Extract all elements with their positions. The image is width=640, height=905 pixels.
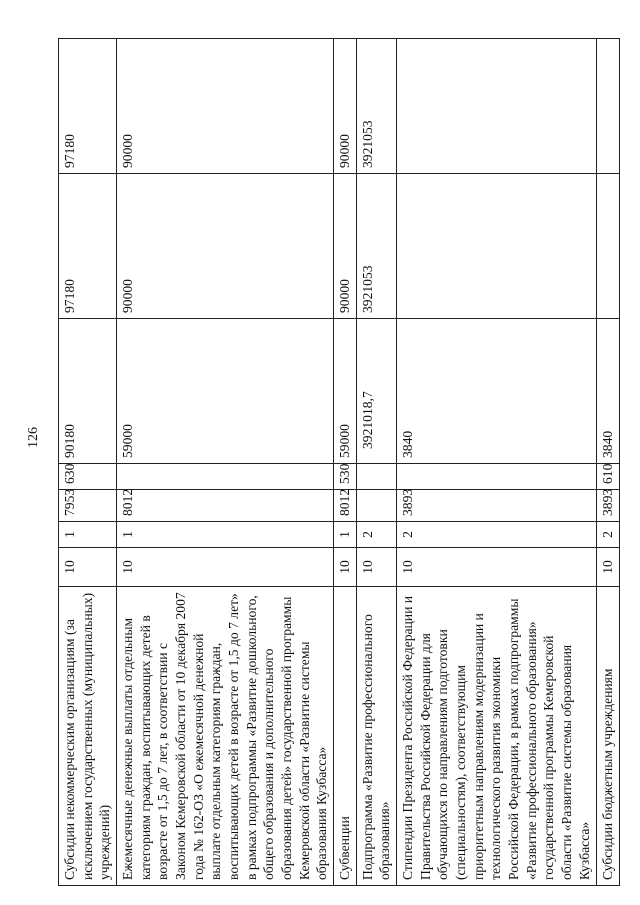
page-number: 126: [26, 427, 41, 448]
value-1-cell: 3840: [397, 319, 597, 464]
razdel-cell: 10: [597, 548, 620, 587]
value-2-cell: 97180: [59, 174, 117, 319]
row-name: Субвенции: [334, 587, 357, 886]
razdel-cell: 10: [334, 548, 357, 587]
target-cell: 8012: [334, 490, 357, 522]
table-row: [356, 39, 396, 886]
value-2-cell: [397, 174, 597, 319]
kind-cell: [397, 464, 597, 490]
target-cell: 3893: [397, 490, 597, 522]
target-cell: [356, 490, 396, 522]
razdel-cell: 10: [117, 548, 334, 587]
kind-cell: [117, 464, 334, 490]
value-3-cell: 90000: [117, 39, 334, 174]
podrazdel-cell: 2: [397, 522, 597, 548]
table-row: [59, 39, 117, 886]
value-1-cell: 59000: [334, 319, 357, 464]
table-row: [397, 39, 597, 886]
row-name: Субсидии бюджетным учреждениям: [597, 587, 620, 886]
row-name: Субсидии некоммерческим организациям (за исключением государственных (муниципальных) учреждений): [59, 587, 117, 886]
value-3-cell: [597, 39, 620, 174]
podrazdel-cell: 1: [334, 522, 357, 548]
value-2-cell: 90000: [117, 174, 334, 319]
row-name: Подпрограмма «Развитие профессионального образования»: [356, 587, 396, 886]
podrazdel-cell: 1: [117, 522, 334, 548]
value-2-cell: [597, 174, 620, 319]
value-3-cell: 97180: [59, 39, 117, 174]
razdel-cell: 10: [59, 548, 117, 587]
row-name: Ежемесячные денежные выплаты отдельным категориям граждан, воспитывающих детей в возрасте от 1,5 до 7 лет, в соответствии с Законом Кемеровской области от 10 декабря 2007 года № 162-ОЗ «О ежемесячной денежной выплате отдельным категориям граждан, воспитывающих детей в возрасте от 1,5 до 7 лет» в рамках подпрограммы «Развитие дошкольного, общего образования и дополнительного образования детей» государственной программы Кемеровской области «Развитие системы образования Кузбасса»: [117, 587, 334, 886]
table-row: [597, 39, 620, 886]
table-row: [117, 39, 334, 886]
target-cell: 3893: [597, 490, 620, 522]
target-cell: 7953: [59, 490, 117, 522]
value-3-cell: 90000: [334, 39, 357, 174]
podrazdel-cell: 1: [59, 522, 117, 548]
budget-table: [58, 38, 620, 886]
row-name: Стипендии Президента Российской Федерации и Правительства Российской Федерации для обучающихся по направлениям подготовки (специальностям), соответствующим приоритетным направлениям модернизации и технологического развития экономики Российской Федерации, в рамках подпрограммы «Развитие профессионального образования» государственной программы Кемеровской области «Развитие системы образования Кузбасса»: [397, 587, 597, 886]
kind-cell: 610: [597, 464, 620, 490]
value-1-cell: 3921018,7: [356, 319, 396, 464]
value-1-cell: 90180: [59, 319, 117, 464]
value-2-cell: 3921053: [356, 174, 396, 319]
kind-cell: [356, 464, 396, 490]
table-row: [334, 39, 357, 886]
value-2-cell: 90000: [334, 174, 357, 319]
value-3-cell: [397, 39, 597, 174]
podrazdel-cell: 2: [356, 522, 396, 548]
kind-cell: 630: [59, 464, 117, 490]
razdel-cell: 10: [356, 548, 396, 587]
target-cell: 8012: [117, 490, 334, 522]
kind-cell: 530: [334, 464, 357, 490]
rotated-page: [58, 39, 616, 886]
value-1-cell: 3840: [597, 319, 620, 464]
value-1-cell: 59000: [117, 319, 334, 464]
podrazdel-cell: 2: [597, 522, 620, 548]
value-3-cell: 3921053: [356, 39, 396, 174]
razdel-cell: 10: [397, 548, 597, 587]
